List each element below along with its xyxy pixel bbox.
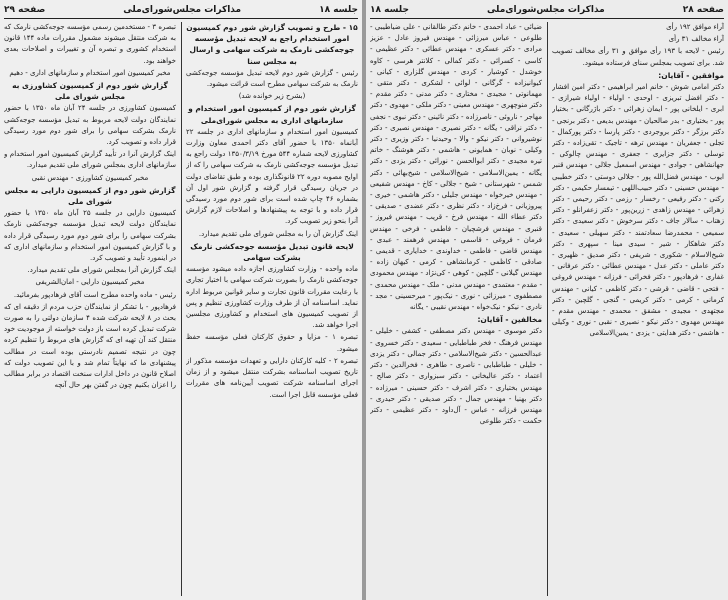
report-heading: گزارش شور دوم از کمیسیون دارایی به مجلس شورای ملی	[4, 185, 176, 207]
bill-title: لایحه قانون تبدیل مؤسسه جوجه‌کشی نارمک بشرکت سهامی	[190, 241, 354, 263]
page-number: صفحه ۲۸	[682, 5, 724, 15]
right-page-right-column	[552, 22, 724, 596]
paragraph: تبصره ۳ - مستخدمین رسمی مؤسسه جوجه‌کشی نارمک که به شرکت منتقل میشوند مشمول مقررات ماده ۱۴۴ قانون استخدام کشوری و تبصره آن و تغییرات و اصلاحات بعدی خواهند بود.	[4, 23, 176, 65]
page-title: مذاکرات مجلس‌شورای‌ملی	[123, 5, 242, 15]
page-title: جلسه ۱۸	[319, 5, 358, 15]
paragraph: (بشرح زیر خوانده شد)	[238, 92, 306, 101]
page-number: صفحه ۲۹	[4, 5, 46, 15]
voters-list: دکتر موسوی - مهندس دکتر مصطفی - کشفی - خلیلی - مهندس فرهنگ - فخر طباطبایی - سعیدی - دکتر خسروی - عبدالحسین - دکتر شیخ‌الاسلامی - دکتر جمالی - دکتر یزدی - خلیلی - طباطبایی - ناصری - طاهری - فخرالدین - دکتر اعتماد - دکتر عالیخانی - دکتر سبزواری - دکتر صالح - مهندس بختیاری - دکتر اشرف - دکتر حسینی - میرزاده - دکتر بهنیا - مهندس جمال - دکتر صدیقی - دکتر حیدری - مهندس فرزانه - عباس - آل‌داود - دکتر عظیمی - دکتر حکمت - دکتر طلوعی	[370, 327, 542, 426]
column-divider	[181, 22, 182, 596]
signature: مخبر کمیسیون امور استخدام و سازمانهای اداری - دهیم	[9, 68, 171, 77]
left-page-right-column	[186, 22, 358, 596]
paragraph: اینک گزارش آنرا بمجلس شورای ملی تقدیم میدارد.	[27, 266, 176, 275]
right-page-header	[370, 2, 724, 19]
vote-count: آراء مخالف ۳۱ رأی	[668, 35, 724, 44]
voters-heading: مخالفین - آقایان:	[477, 315, 542, 325]
voters-heading: موافقین - آقایان:	[658, 70, 724, 80]
page-title: جلسه ۱۸	[370, 5, 409, 15]
paragraph: اینک گزارش آن را به مجلس شورای ملی تقدیم میدارد.	[198, 229, 358, 238]
paragraph: فرهادپور - با تشکر از نمایندگان حزب مردم از دقیقه ای که بحث در ۸ لایحه شرکت شده ۴ سازمان دولتی را به صورت شرکت تبدیل کرده است باز دولت خواسته از موجودیت خود منتقل کند آن تهیه ای که گزارش های مربوط را تنظیم کرده چون در نتیجه تصمیم نادرستی بوده است در مطالب پیشنهادی ما که نهایتاً تمام شد و با این تصویب دولت که اصلاح قانون در داخل ادارات سنخت اقتصاد در برابر مطالب را اعزان بکنیم چون در گفتن بهر حال آنچه	[4, 302, 176, 390]
paragraph: ماده واحده - وزارت کشاورزی اجازه داده میشود مؤسسه جوجه‌کشی نارمک را بصورت شرکت سهامی با اختیار تجاری با رعایت مقررات قانون تجارت و سایر قوانین مربوط اداره نماید. اساسنامه آن از طرف وزارت کشاورزی تنظیم و پس از تصویب کمیسیون های استخدام و کشاورزی مجلسین اجرا خواهد شد.	[186, 265, 358, 330]
section-heading: ۱۵ - طرح و تصویب گزارش شور دوم کمیسیون امور استخدام راجع به لایحه تبدیل مؤسسه جوجه‌کشی نارمک به شرکت سهامی و ارسال به مجلس سنا	[186, 23, 358, 66]
voters-list: ضیائی - عباد احمدی - خانم دکتر طالقانی - علی ضیاطیبی - طلوعی - عباس میرزائی - مهندس فیروز عادل - عزیز مرادی - دکتر عسکری - مهندس عطائی - دکتر عظیمی - کاسی - کسرائی - دکتر کمالی - کلانتر هرسی - کاوه خوشدل - کوشیار - کردی - مهندس گلزاری - کیانی - کیوانیزاده - گرگانی - لوائی - لشکری - دکتر متقی - مهمانوتی - مجیدی - مختاری - دکتر مدنی - دکتر مقدم - دکتر منوچهری - مهندس معینی - دکتر ملکی - مهدوی - دکتر مهاجر - ناروئی - ناصرزاده - دکتر نائینی - دکتر نبوی - نجفی - دکتر نراقی - یگانه - دکتر نصیری - مهندس نصیری - دکتر نوشیروانی - دکتر نیکو - والا - وحیدنیا - دکتر وزیری - دکتر وکیلی - نوبان - همایونی - هاشمی - دکتر هوشنگ - خاتم تیره مجیدی - دکتر ابوالحسن - نورائی - دکتر یزدی - دکتر یگانه - یمین‌الاسلامی - شیخ‌الاسلامی - شیخ‌بهائی - دکتر شمس - شهرستانی - شیخ - جلالی - کاخ - مهندس شفیعی - مهندس خیرخواه - مهندس جلیلی - دکتر هاشمی - خیری - پیروزیانی - فرخ‌زاد - دکتر نظری - دکتر عضدی - صدیقی - دکتر عطاء الله - مهندس فرخ - قریب - مهندس فیروز - قنبری - مهندس فرشچیان - فاطمی - فرخی - مهندس فرمان - فروغی - قاسمی - مهندس فرهمند - عبدی - مهندس قاضی - فاطمی - خداوندی - خدایاری - قدیمی - صادقی - کاظمی - کرمانشاهی - کرمی - کیهان زاده - مهندس گیلانی - گلچین - کوهی - کی‌نژاد - مهندس محمودی - مقدم - معتمدی - مهندس مدنی - ملک - مهندس محمدی - مصطفوی - میرزائی - نوری - نیک‌پور - میرحسینی - مجد - نادری - نیکو - نیک‌خواه - مهندس نقیبی - یگانه	[370, 23, 542, 312]
voters-list: دکتر امامی شوش - خانم امیر ابراهیمی - دکتر امین افشار - دکتر افضل تبریزی - اوحدی - اولیاء - اولیاء شیرازی - ابری - ایلخانی پور - ایمان زهرائی - دکتر باژرگانی - بختیار پور - بختیاری - بدر صالحیان - مهندس بدیعی - دکتر برنجی - دکتر برزگر - دکتر بروجردی - دکتر پارسا - دکتر پورکمال - تجلی - جعفریان - مهندس ترهه - تاجیک - تقی‌زاده - دکتر توسلی - دکتر جزایری - جعفری - مهندس چالوکی - جهانشاهی - جوادی - مهندس اسمعیل جلالی - مهندس قنبر ایوب - مهندس فضل‌الله پور - جلالی دوستی - دکتر خطیبی - مهندس حسینی - دکتر حبیب‌اللهی - تیمسار حکیمی - دکتر رکنی - دکتر رفیعی - رخسار - رزمی - دکتر رحیمی - دکتر زهرائی - مهندس زاهدی - زرین‌پور - دکتر زعفرانلو - دکتر زهتاب - سالار جاف - دکتر سرخوش - دکتر سعیدی - دکتر سمیعی - محمدرضا سعادتمند - دکتر سهیلی - سعیدی - دکتر شاهکار - شیر - سیدی مینا - سپهری - دکتر شیخ‌الاسلام - شکوری - شریفی - دکتر صدیق - ظهیری - دکتر عاملی - دکتر عدل - مهندس عطائی - دکتر عرفانی - غفاری - فرهادپور - دکتر فخرائی - فرزانه - مهندس فروغی - فتحی - قاضی - قرشی - دکتر کاظمی - کیانی - مهندس کرمانی - کرمی - دکتر کریمی - گنجی - گلچین - دکتر مجتهدی - مجیدی - مشفق - محمدی - مهندس مقدم - مهندس مهدوی - دکتر نیکو - نصیری - نقبی - نوری - وکیلی - هاشمی - دکتر هدایتی - یزدی - یمین‌الاسلامی	[552, 83, 724, 338]
left-page	[0, 0, 362, 600]
paragraph: اینک گزارش آنرا در تأیید گزارش کمیسیون امور استخدام و سازمانهای اداری بمجلس شورای ملی تقدیم میدارد.	[4, 150, 176, 170]
paragraph: تبصره ۱ - مزایا و حقوق کارکنان فعلی مؤسسه حفظ میشود.	[186, 333, 358, 353]
paragraph: کمیسیون امور استخدام و سازمانهای اداری در جلسه ۲۲ آبانماه ۱۳۵۰ با حضور آقای دکتر احمدی معاون وزارت کشاورزی لایحه شماره ۵۴۴ مورخ ۱۳۵۰/۳/۱۹ دولت راجع به تبدیل مؤسسه جوجه‌کشی نارمک به شرکت سهامی را که از اوایح مصوبه دوره ۲۲ قانونگذاری بوده و طبق تقاضای دولت در جریان رسیدگی قرار گرفته و گزارش شور اول آن بشماره ۴۶ چاپ شده است برای شور دوم مورد رسیدگی قرار داده و با توجه به پیشنهادها و اصلاحات لازم گزارش آنرا بنحو زیر تصویب کرد.	[186, 127, 358, 226]
paragraph: تبصره ۲ - کلیه کارکنان دارایی و تعهدات مؤسسه مذکور از تاریخ تصویب اساسنامه بشرکت منتقل میشود و از زمان اجرای اساسنامه شرکت تصویب آیین‌نامه های مقررات فعلی مؤسسه قابل اجرا است.	[186, 356, 358, 399]
left-page-left-column	[4, 22, 176, 596]
vote-count: آراء موافق ۱۹۲ رأی	[666, 23, 724, 31]
page-title: مذاکرات مجلس‌شورای‌ملی	[486, 5, 605, 15]
paragraph: رئیس - ماده واحده مطرح است آقای فرهادپور بفرمائید.	[13, 290, 176, 299]
signature: مخبر کمیسیون کشاورزی - مهندس نقبی	[31, 173, 149, 182]
left-page-header	[4, 2, 358, 19]
paragraph: رئیس - لایحه با ۱۹۳ رأی موافق و ۳۱ رأی مخالف تصویب شد. برای تصویب بمجلس سنای فرستاده میشود.	[552, 47, 724, 67]
report-heading: گزارش شور دوم از کمیسیون امور استخدام و سازمانهای اداری به مجلس شورای‌ملی	[188, 104, 356, 125]
right-page-left-column	[370, 22, 542, 596]
right-page	[366, 0, 728, 600]
paragraph: کمیسیون دارایی در جلسه ۲۵ آبان ماه ۱۳۵۰ با حضور نمایندگان دولت لایحه تبدیل مؤسسه جوجه‌کشی نارمک بشرکت سهامی را برای شور دوم مورد رسیدگی قرار داده و با گزارش کمیسیون امور استخدام و سازمانهای اداری که در اینمورد تأیید و تصویب کرد.	[4, 209, 176, 263]
signature: مخبر کمیسیون دارایی - امان‌الشریفی	[35, 278, 145, 287]
report-heading: گزارش شور دوم از کمیسیون کشاورزی به مجلس شورای ملی	[12, 81, 168, 102]
paragraph: رئیس - گزارش شور دوم لایحه تبدیل مؤسسه جوجه‌کشی نارمک به شرکت سهامی مطرح است قرائت میشود.	[186, 68, 358, 89]
paragraph: کمیسیون کشاورزی در جلسه ۲۴ آبان ماه ۱۳۵۰ با حضور نمایندگان دولت لایحه مربوط به تبدیل مؤسسه جوجه‌کشی نارمک بشرکت سهامی را برای شور دوم مورد رسیدگی قرار داده و تصویب کرد.	[4, 104, 176, 147]
column-divider	[547, 22, 548, 596]
